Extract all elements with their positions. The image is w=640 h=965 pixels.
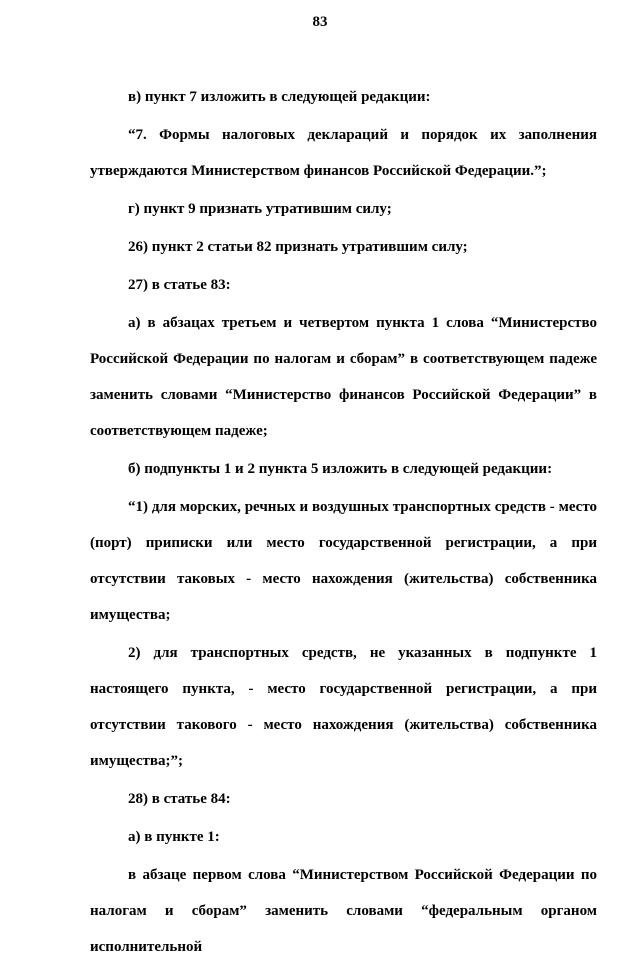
paragraph-item-28-a-first-abzac: в абзаце первом слова “Министерством Российской Федерации по налогам и сборам” заменить словами “федеральным органом исполнительной (90, 867, 597, 955)
paragraph-item-28: 28) в статье 84: (128, 791, 231, 807)
paragraph-item-g: г) пункт 9 признать утратившим силу; (128, 201, 392, 217)
paragraph-item-7-text: “7. Формы налоговых деклараций и порядок их заполнения утверждаются Министерством финансов Российской Федерации.”; (90, 127, 597, 179)
paragraph-item-27-a: а) в абзацах третьем и четвертом пункта 1 слова “Министерство Российской Федерации по налогам и сборам” в соответствующем падеже заменить словами “Министерство финансов Российской Федерации” в соответствующем падеже; (90, 315, 597, 439)
document-body (90, 79, 597, 965)
paragraph-subitem-2: 2) для транспортных средств, не указанных в подпункте 1 настоящего пункта, - место государственной регистрации, а при отсутствии такового - место нахождения (жительства) собственника имущества;”; (90, 645, 597, 769)
page-number: 83 (312, 14, 328, 30)
paragraph-item-27: 27) в статье 83: (128, 277, 231, 293)
paragraph-subitem-1: “1) для морских, речных и воздушных транспортных средств - место (порт) приписки или место государственной регистрации, а при отсутствии таковых - место нахождения (жительства) собственника имущества; (90, 499, 597, 623)
paragraph-item-26: 26) пункт 2 статьи 82 признать утратившим силу; (128, 239, 468, 255)
paragraph-item-28-a: а) в пункте 1: (128, 829, 220, 845)
paragraph-item-27-b: б) подпункты 1 и 2 пункта 5 изложить в следующей редакции: (128, 461, 553, 477)
paragraph-item-v: в) пункт 7 изложить в следующей редакции: (128, 89, 431, 105)
